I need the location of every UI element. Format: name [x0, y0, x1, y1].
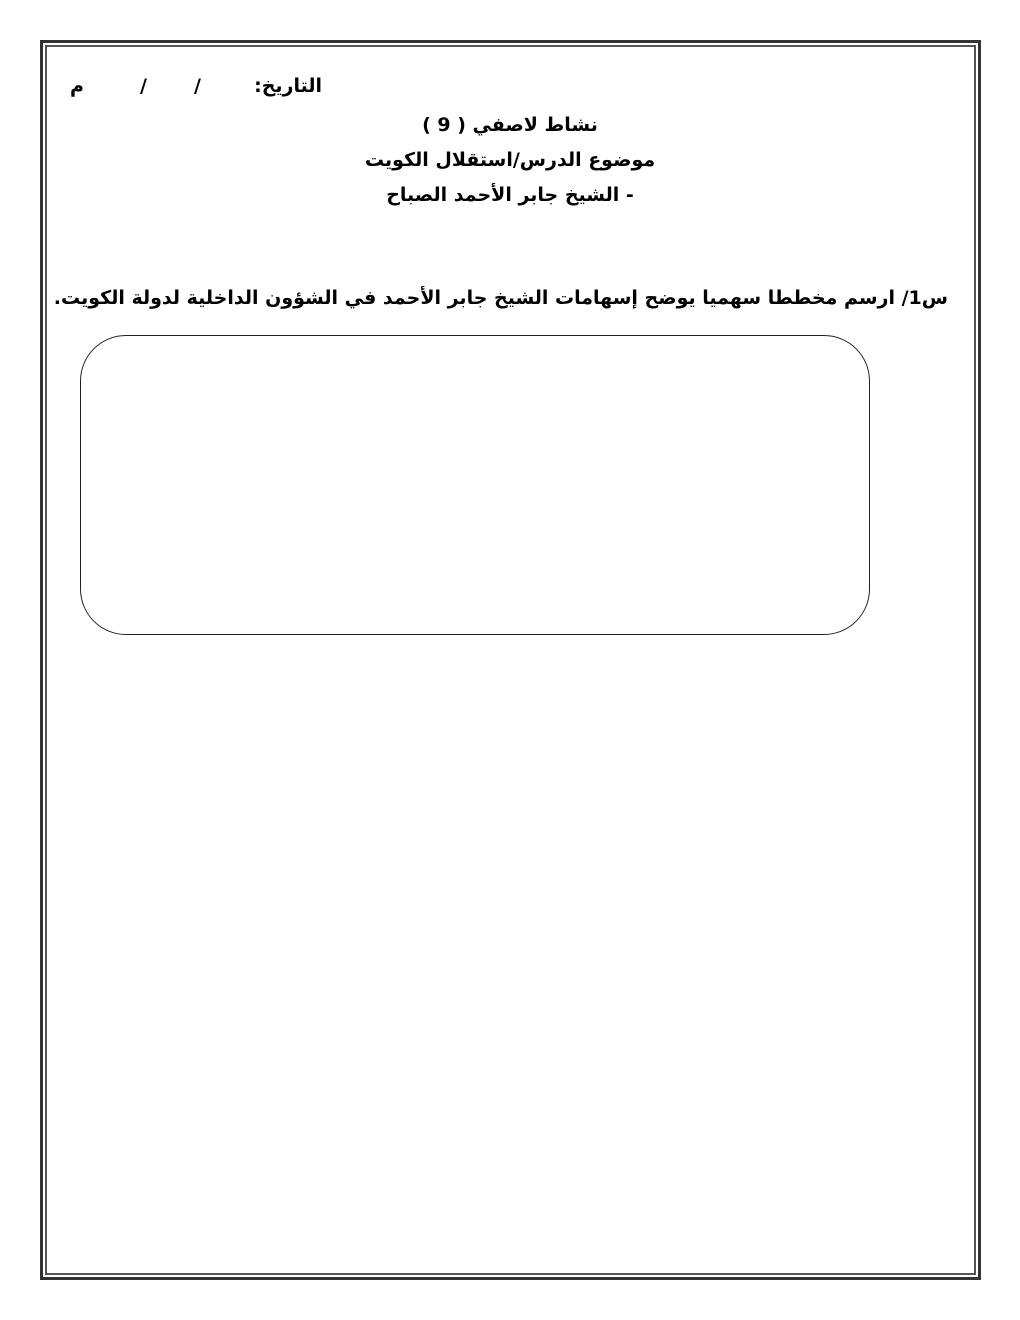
- title-block: [300, 108, 720, 213]
- answer-box[interactable]: [80, 335, 870, 635]
- question-1: س1/ ارسم مخططا سهميا يوضح إسهامات الشيخ جابر الأحمد في الشؤون الداخلية لدولة الكويت.: [53, 287, 948, 309]
- date-label: التاريخ:: [254, 75, 322, 97]
- date-suffix: م: [70, 75, 84, 97]
- activity-title: نشاط لاصفي ( 9 ): [422, 114, 598, 136]
- lesson-subtopic: - الشيخ جابر الأحمد الصباح: [386, 184, 634, 206]
- date-line: [60, 75, 322, 101]
- lesson-topic: موضوع الدرس/استقلال الكويت: [364, 149, 656, 171]
- date-separator: /: [194, 75, 201, 97]
- date-separator: /: [140, 75, 147, 97]
- page-border: [40, 40, 981, 1280]
